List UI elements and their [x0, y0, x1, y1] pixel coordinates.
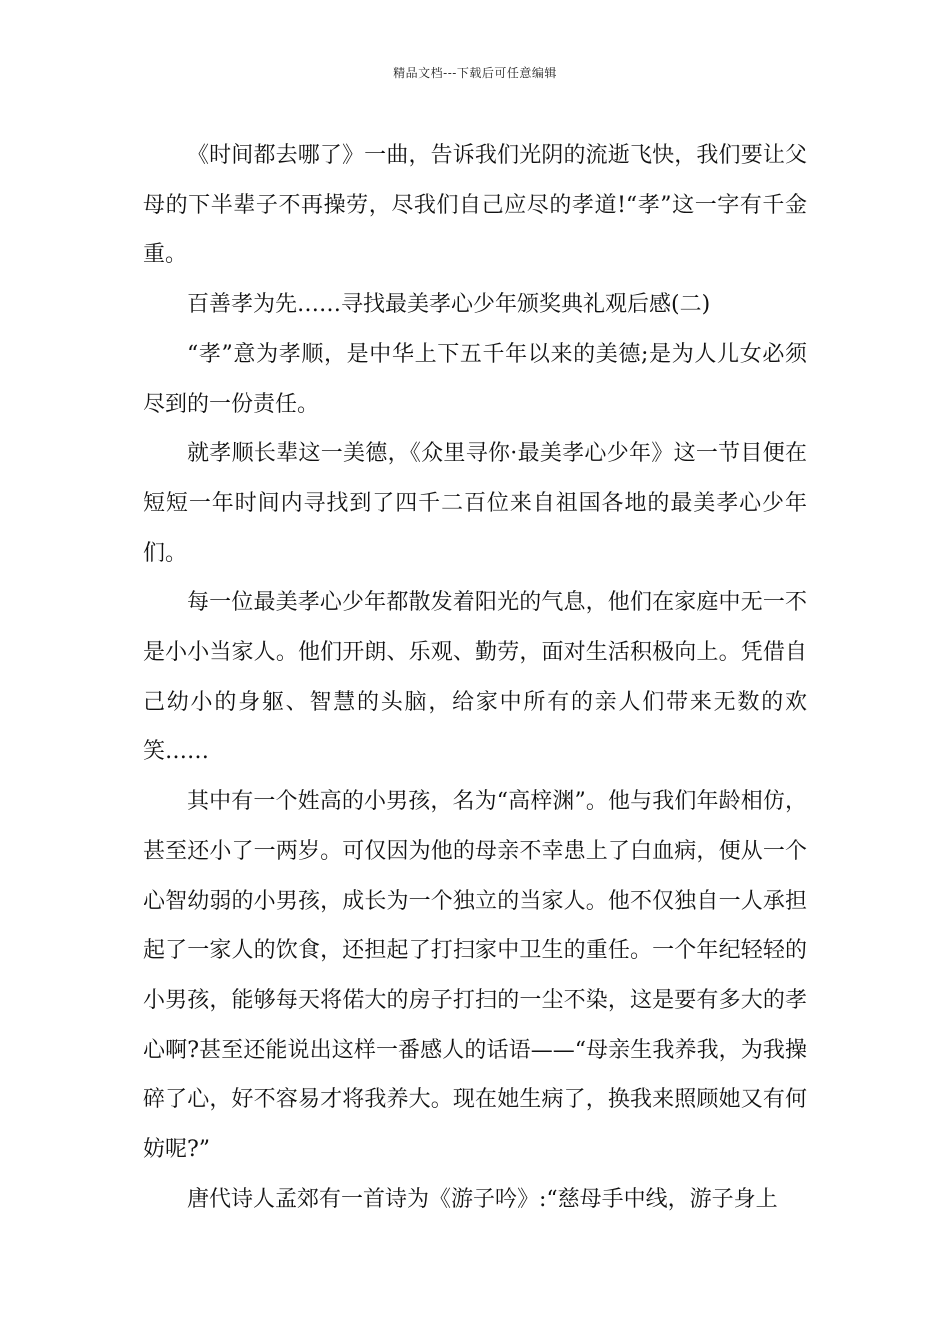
paragraph: 《时间都去哪了》一曲，告诉我们光阴的流逝飞快，我们要让父母的下半辈子不再操劳，尽我们自己应尽的孝道!“孝”这一字有千金重。 — [143, 143, 807, 268]
section-heading: 百善孝为先……寻找最美孝心少年颁奖典礼观后感(二) — [187, 292, 711, 318]
page-header: 精品文档---下载后可任意编辑 — [393, 66, 557, 80]
document-body — [143, 131, 807, 1224]
paragraph: “孝”意为孝顺，是中华上下五千年以来的美德;是为人儿女必须尽到的一份责任。 — [143, 341, 807, 417]
paragraph: 就孝顺长辈这一美德，《众里寻你·最美孝心少年》这一节目便在短短一年时间内寻找到了四千二百位来自祖国各地的最美孝心少年们。 — [143, 441, 807, 566]
paragraph: 每一位最美孝心少年都散发着阳光的气息，他们在家庭中无一不是小小当家人。他们开朗、乐观、勤劳，面对生活积极向上。凭借自己幼小的身躯、智慧的头脑，给家中所有的亲人们带来无数的欢笑…… — [143, 590, 807, 765]
paragraph: 唐代诗人孟郊有一首诗为《游子吟》:“慈母手中线，游子身上 — [187, 1186, 778, 1212]
paragraph: 其中有一个姓高的小男孩，名为“高梓渊”。他与我们年龄相仿，甚至还小了一两岁。可仅因为他的母亲不幸患上了白血病，便从一个心智幼弱的小男孩，成长为一个独立的当家人。他不仅独自一人承担起了一家人的饮食，还担起了打扫家中卫生的重任。一个年纪轻轻的小男孩，能够每天将偌大的房子打扫的一尘不染，这是要有多大的孝心啊?甚至还能说出这样一番感人的话语——“母亲生我养我，为我操碎了心，好不容易才将我养大。现在她生病了，换我来照顾她又有何妨呢?” — [143, 789, 807, 1163]
